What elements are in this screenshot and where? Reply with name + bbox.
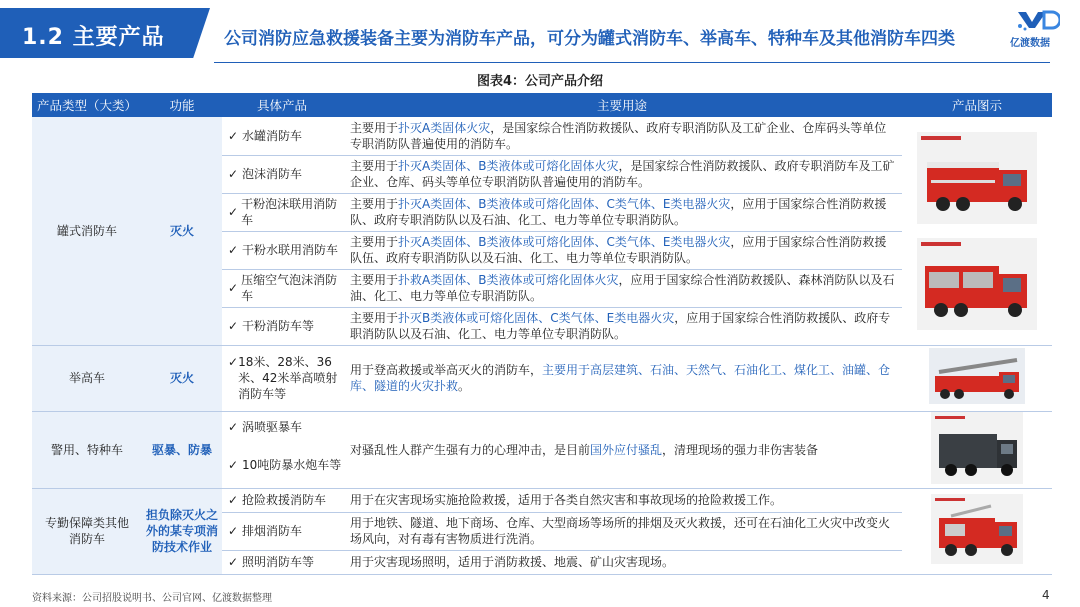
product-name-cell: [222, 155, 342, 193]
product-function: 担负除灭火之外的某专项消防技术作业: [142, 488, 222, 574]
product-name: 压缩空气泡沫消防车: [241, 273, 338, 303]
product-name: 泡沫消防车: [242, 167, 303, 181]
foam-truck-image: [917, 238, 1037, 330]
company-logo: [1010, 8, 1070, 49]
check-icon: ✓: [228, 493, 239, 507]
slide-header: [0, 0, 1080, 66]
logo-text: 亿渡数据: [1010, 38, 1050, 49]
product-name: 水罐消防车: [242, 128, 303, 143]
check-icon: ✓: [228, 524, 239, 538]
check-icon: ✓: [228, 281, 239, 295]
product-name: 干粉消防车等: [242, 319, 315, 333]
product-name: 18米、28米、36米、42米举高喷射消防车等: [238, 355, 338, 401]
product-usage: 主要用于扑灭A类固体火灾，是国家综合性消防救援队、政府专职消防队及工矿企业、仓库码头等单位专职消防队普遍使用的消防车。: [342, 117, 902, 155]
product-type: 举高车: [32, 345, 142, 411]
figure-title: 图表4：公司产品介绍: [476, 74, 604, 89]
tanker-truck-image: [917, 132, 1037, 224]
product-usage: 用于在灾害现场实施抢险救援，适用于各类自然灾害和事故现场的抢险救援工作。: [342, 488, 902, 512]
product-function: 驱暴、防暴: [142, 411, 222, 488]
check-icon: ✓: [228, 458, 239, 473]
product-name-cell: [222, 411, 342, 443]
product-name-cell: [222, 117, 342, 155]
product-name-cell: [222, 488, 342, 512]
product-name: 干粉泡沫联用消防车: [241, 197, 338, 227]
table-row: [32, 345, 1052, 411]
product-name-cell: [222, 307, 342, 345]
product-name-cell: [222, 231, 342, 269]
product-usage: 主要用于扑灭A类固体、B类液体或可熔化固体火灾，是国家综合性消防救援队、政府专职消防车及工矿企业、仓库、码头等单位专职消防队普遍使用的消防车。: [342, 155, 902, 193]
product-usage: 主要用于扑灭B类液体或可熔化固体、C类气体、E类电器火灾，应用于国家综合性消防救援队、政府专职消防队以及石油、化工、电力等单位专职消防队。: [342, 307, 902, 345]
aerial-ladder-truck-image: [929, 348, 1025, 404]
slide-title: 公司消防应急救援装备主要为消防车产品，可分为罐式消防车、举高车、特种车及其他消防车四类: [224, 29, 955, 49]
riot-truck-image: [931, 412, 1023, 484]
product-image-cell: [902, 117, 1052, 345]
product-table: [32, 93, 1052, 575]
product-usage: 用于登高救援或举高灭火的消防车，主要用于高层建筑、石油、天然气、石油化工、煤化工、油罐、仓库、隧道的火灾扑救。: [342, 345, 902, 411]
product-name: 抢险救援消防车: [242, 493, 327, 507]
table-row: [32, 411, 1052, 443]
table-row: [32, 117, 1052, 155]
col-header-image: 产品图示: [902, 93, 1052, 117]
table-header-row: [32, 93, 1052, 117]
check-icon: ✓: [228, 205, 239, 219]
product-usage: 用于灾害现场照明，适用于消防救援、地震、矿山灾害现场。: [342, 550, 902, 574]
product-name-cell: [222, 512, 342, 550]
page-number: 4: [1042, 588, 1050, 602]
check-icon: ✓: [228, 167, 239, 181]
check-icon: ✓: [228, 555, 239, 569]
check-icon: ✓: [228, 355, 239, 369]
product-function: 灭火: [142, 345, 222, 411]
product-usage: 主要用于扑救A类固体、B类液体或可熔化固体火灾，应用于国家综合性消防救援队、森林消防队以及石油、化工、电力等单位专职消防队。: [342, 269, 902, 307]
product-name: 10吨防暴水炮车等: [242, 458, 342, 473]
product-type: 警用、特种车: [32, 411, 142, 488]
product-usage: 主要用于扑灭A类固体、B类液体或可熔化固体、C类气体、E类电器火灾，应用于国家综合性消防救援队、政府专职消防队以及石油、化工、电力等单位专职消防队。: [342, 193, 902, 231]
header-divider: [214, 62, 1050, 63]
section-title: 1.2 主要产品: [22, 25, 165, 50]
product-name: 干粉水联用消防车: [242, 243, 339, 257]
product-name: 照明消防车等: [242, 555, 315, 569]
table-row: [32, 488, 1052, 512]
product-image-cell: [902, 411, 1052, 488]
logo-icon: [1016, 8, 1060, 32]
product-usage: 对骚乱性人群产生强有力的心理冲击，是目前国外应付骚乱，清理现场的强力非伤害装备: [342, 411, 902, 488]
check-icon: ✓: [228, 319, 239, 333]
check-icon: ✓: [228, 420, 239, 435]
product-image-cell: [902, 345, 1052, 411]
product-name-cell: [222, 269, 342, 307]
product-name-cell: [222, 193, 342, 231]
product-name-cell: [222, 443, 342, 488]
product-type: 罐式消防车: [32, 117, 142, 345]
col-header-function: 功能: [142, 93, 222, 117]
col-header-type: 产品类型（大类）: [32, 93, 142, 117]
product-function: 灭火: [142, 117, 222, 345]
rescue-truck-image: [931, 494, 1023, 564]
source-note: 资料来源：公司招股说明书、公司官网、亿渡数据整理: [32, 593, 272, 604]
col-header-product: 具体产品: [222, 93, 342, 117]
product-image-cell: [902, 488, 1052, 574]
product-name: 涡喷驱暴车: [242, 420, 303, 435]
col-header-usage: 主要用途: [342, 93, 902, 117]
product-name-cell: [222, 345, 342, 411]
product-usage: 用于地铁、隧道、地下商场、仓库、大型商场等场所的排烟及灭火救援，还可在石油化工火灾中改变火场风向，对有毒有害物质进行洗消。: [342, 512, 902, 550]
product-name-cell: [222, 550, 342, 574]
product-name: 排烟消防车: [242, 524, 303, 538]
product-usage: 主要用于扑灭A类固体、B类液体或可熔化固体、C类气体、E类电器火灾，应用于国家综合性消防救援队伍、政府专职消防队以及石油、化工、电力等单位专职消防队。: [342, 231, 902, 269]
check-icon: ✓: [228, 243, 239, 257]
product-type: 专勤保障类其他消防车: [32, 488, 142, 574]
check-icon: ✓: [228, 128, 239, 143]
